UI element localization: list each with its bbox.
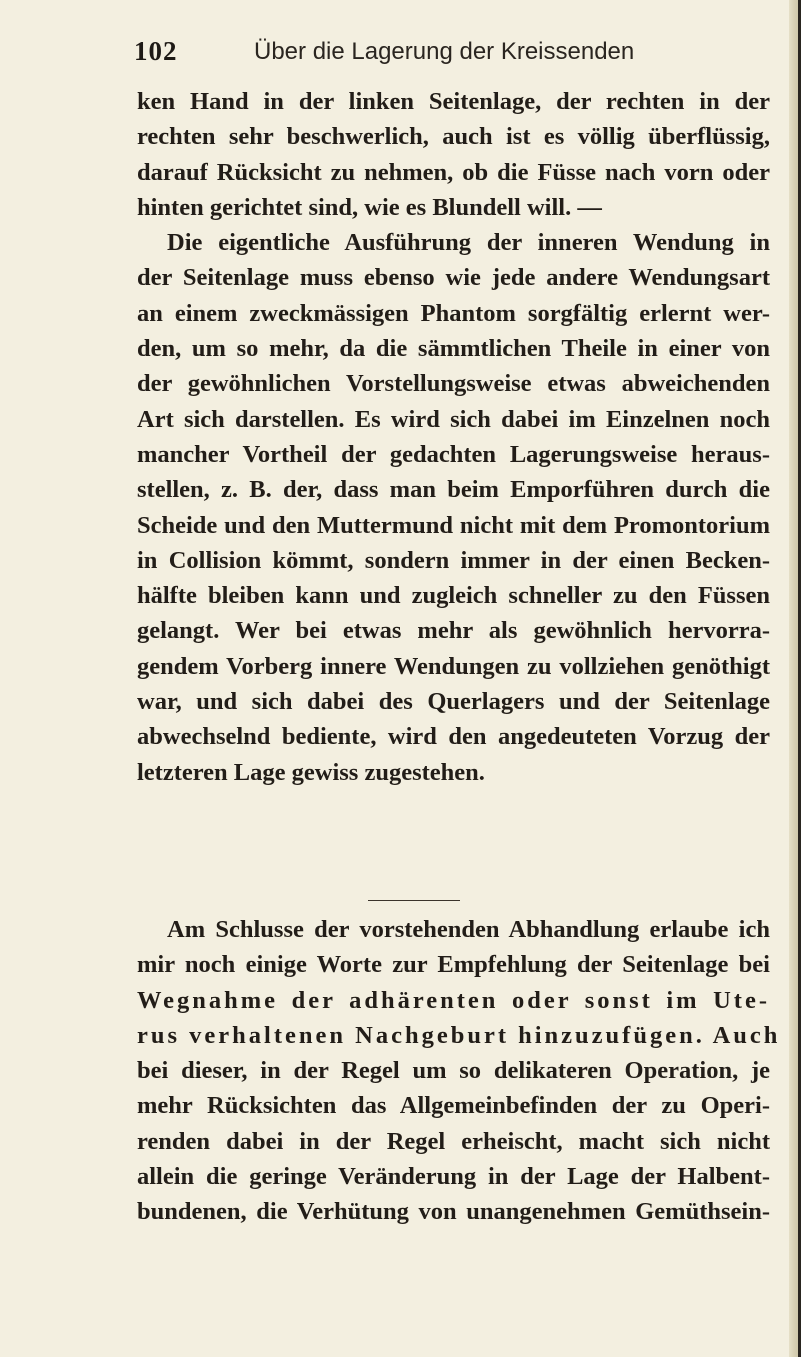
text-line: stellen, z. B. der, dass man beim Emporführen durch die bbox=[137, 476, 770, 504]
text-line: rechten sehr beschwerlich, auch ist es völlig überflüssig, bbox=[137, 123, 770, 151]
text-line: in Collision kömmt, sondern immer in der einen Becken- bbox=[137, 546, 770, 574]
text-line: gendem Vorberg innere Wendungen zu vollziehen genöthigt bbox=[137, 652, 770, 680]
body-text-continued bbox=[137, 912, 781, 1230]
text-line: rus verhaltenen Nachgeburt hinzuzufügen. Auch bbox=[137, 1021, 781, 1049]
text-line: Am Schlusse der vorstehenden Abhandlung erlaube ich bbox=[167, 916, 770, 943]
text-line: Art sich darstellen. Es wird sich dabei im Einzelnen noch bbox=[137, 405, 770, 433]
text-line: bundenen, die Verhütung von unangenehmen Gemüthsein- bbox=[137, 1198, 770, 1226]
text-line: der gewöhnlichen Vorstellungsweise etwas abweichenden bbox=[137, 370, 770, 398]
running-title: Über die Lagerung der Kreissenden bbox=[254, 38, 635, 65]
text-line: Scheide und den Muttermund nicht mit dem Promontorium bbox=[137, 511, 770, 539]
text-line: Wegnahme der adhärenten oder sonst im Ute- bbox=[137, 986, 770, 1014]
text-line: der Seitenlage muss ebenso wie jede andere Wendungsart bbox=[137, 264, 770, 292]
text-line: mir noch einige Worte zur Empfehlung der Seitenlage bei bbox=[137, 951, 770, 979]
body-text bbox=[137, 84, 770, 790]
text-line: darauf Rücksicht zu nehmen, ob die Füsse nach vorn oder bbox=[137, 158, 770, 186]
text-line: mehr Rücksichten das Allgemeinbefinden der zu Operi- bbox=[137, 1092, 770, 1120]
section-divider bbox=[368, 900, 460, 901]
page-number: 102 bbox=[134, 36, 178, 66]
text-line: letzteren Lage gewiss zugestehen. bbox=[137, 758, 485, 786]
text-line: hälfte bleiben kann und zugleich schneller zu den Füssen bbox=[137, 582, 770, 610]
text-line: war, und sich dabei des Querlagers und der Seitenlage bbox=[137, 688, 770, 716]
text-line: renden dabei in der Regel erheischt, macht sich nicht bbox=[137, 1127, 770, 1155]
text-line: abwechselnd bediente, wird den angedeuteten Vorzug der bbox=[137, 723, 770, 751]
page-header bbox=[134, 36, 734, 76]
text-line: allein die geringe Veränderung in der Lage der Halbent- bbox=[137, 1163, 770, 1191]
text-line: hinten gerichtet sind, wie es Blundell will. — bbox=[137, 193, 602, 221]
text-line: an einem zweckmässigen Phantom sorgfältig erlernt wer- bbox=[137, 299, 770, 327]
text-line: Die eigentliche Ausführung der inneren Wendung in bbox=[167, 229, 770, 257]
text-line: den, um so mehr, da die sämmtlichen Theile in einer von bbox=[137, 335, 770, 363]
text-line: ken Hand in der linken Seitenlage, der rechten in der bbox=[137, 88, 770, 115]
text-line: bei dieser, in der Regel um so delikateren Operation, je bbox=[137, 1057, 770, 1085]
text-line: gelangt. Wer bei etwas mehr als gewöhnlich hervorra- bbox=[137, 617, 770, 645]
text-line: mancher Vortheil der gedachten Lagerungsweise heraus- bbox=[137, 440, 770, 468]
